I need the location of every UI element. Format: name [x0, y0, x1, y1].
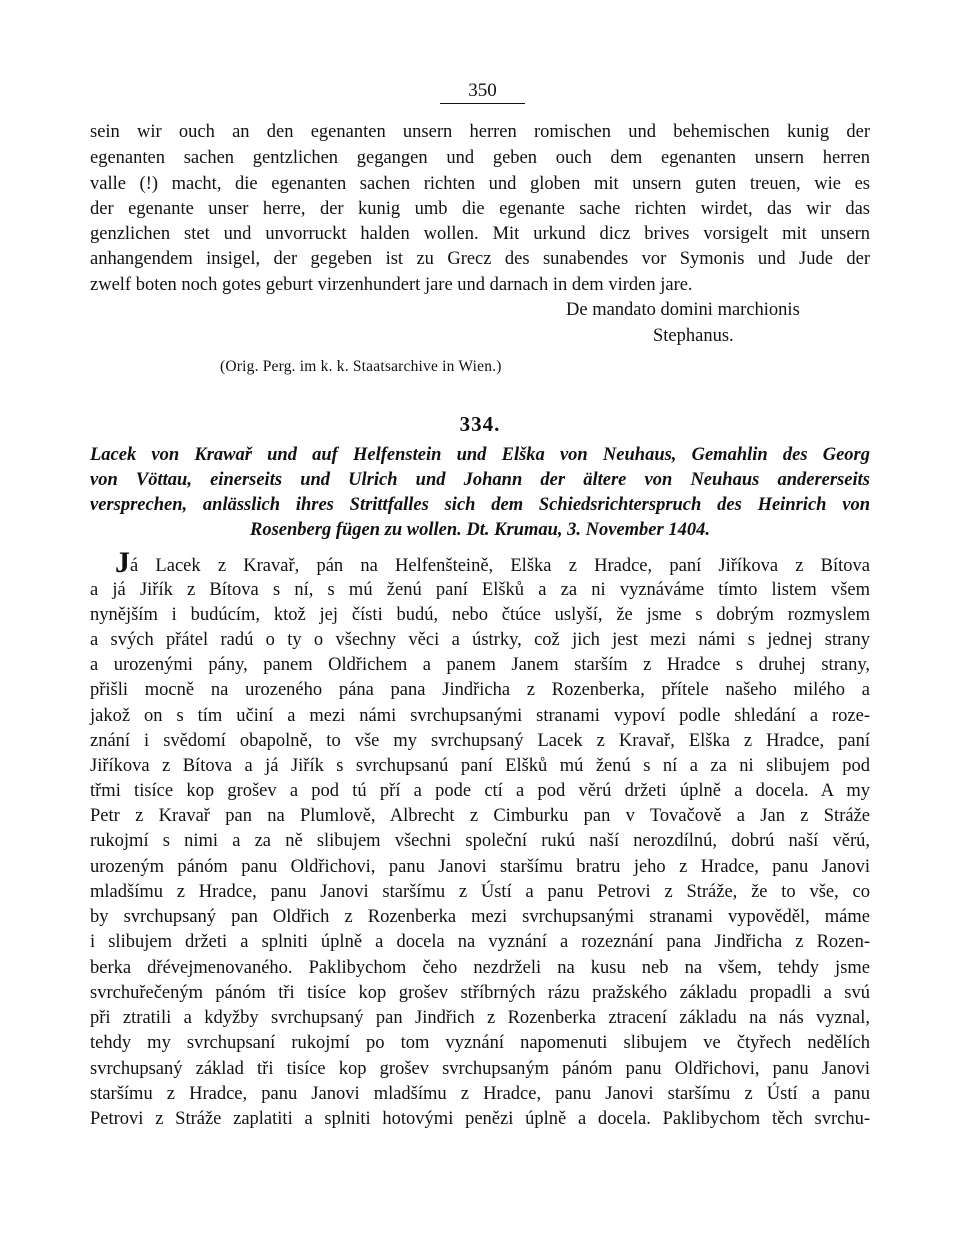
text-line: egenanten sachen gentzlichen gegangen und geben ouch dem egenanten unsern herren [90, 148, 870, 168]
text-line: valle (!) macht, die egenanten sachen richten und globen mit unsern guten treuen, wie es [90, 174, 870, 194]
signature-mandate: De mandato domini marchionis [566, 300, 800, 320]
regest-line: Lacek von Krawař und auf Helfenstein und Elška von Neuhaus, Gemahlin des Georg [90, 445, 870, 465]
text-line: a svých přátel radú o ty o všechny věci a ústrky, což jich jest mezi námi s jednej strany [90, 630, 870, 650]
first-line [115, 546, 870, 579]
text-line: sein wir ouch an den egenanten unsern herren romischen und behemischen kunig der [90, 122, 870, 142]
text-line: Jiříkova z Bítova a já Jiřík s svrchupsanú paní Elšků mú ženú s ní a za ni slibujem pod [90, 756, 870, 776]
page-number-rule [440, 103, 525, 104]
text-line: zwelf boten noch gotes geburt virzenhundert jare und darnach in dem virden jare. [90, 275, 693, 295]
text-line: urozeným pánóm panu Oldřichovi, panu Janovi staršímu bratru jeho z Hradce, panu Janovi [90, 857, 870, 877]
text-line: genzlichen stet und unvorruckt halden wollen. Mit urkund dicz brives vorsigelt mit unsern [90, 224, 870, 244]
text-line: svrchuřečeným pánóm tři tisíce kop grošev stříbrných rázu pražského základu propadli a svú [90, 983, 870, 1003]
page-number: 350 [468, 80, 497, 101]
text-line: Petrovi z Stráže zaplatiti a splniti hotovými penězi úplně a docela. Paklibychom těch svrchu- [90, 1109, 870, 1129]
document-number: 334. [459, 412, 501, 436]
text-line: při ztratili a kdyžby svrchupsaný pan Jindřich z Rozenberka ztracení základu na nás vyznal, [90, 1008, 870, 1028]
text-line: der egenante unser herre, der kunig umb die egenante sache richten wirdet, das wir das [90, 199, 870, 219]
text-line: berka dřévejmenovaného. Paklibychom čeho nezdrželi na kusu neb na všem, tehdy jsme [90, 958, 870, 978]
text-line: a urozenými pány, panem Oldřichem a panem Janem starším z Hradce s druhej strany, [90, 655, 870, 675]
regest-line: versprechen, anlässlich ihres Strittfalles sich dem Schiedsrichterspruch des Heinrich von [90, 495, 870, 515]
text-line: tehdy my svrchupsaní rukojmí po tom vyznání napomenuti slibujem ve čtyřech nedělích [90, 1033, 870, 1053]
source-note: (Orig. Perg. im k. k. Staatsarchive in Wien.) [220, 358, 502, 375]
text-line: anhangendem insigel, der gegeben ist zu Grecz des sunabendes vor Symonis und Jude der [90, 249, 870, 269]
text-line: jakož on s tím učiní a mezi námi svrchupsanými stranami vypoví podle shledání a roze- [90, 706, 870, 726]
text-line: třmi tisíce kop grošev a pod tú pří a pode ctí a pod věrú držeti úplně a docela. A my [90, 781, 870, 801]
text-line: i slibujem držeti a splniti úplně a docela na vyznání a rozeznání pana Jindřicha z Rozen- [90, 932, 870, 952]
signature-name: Stephanus. [653, 326, 734, 346]
text-line: rukojmí s nimi a za ně slibujem všechni společní rukú naší nerozdílnú, dobrú naší věrú, [90, 831, 870, 851]
text-line: a já Jiřík z Bítova s ní, s mú ženú paní Elšků a za ni vyznáváme tímto listem všem [90, 580, 870, 600]
first-line-text: á Lacek z Kravař, pán na Helfenšteině, Elška z Hradce, paní Jiříkova z Bítova [130, 556, 870, 576]
text-line: by svrchupsaný pan Oldřich z Rozenberka mezi svrchupsanými stranami vypověděl, máme [90, 907, 870, 927]
text-line: přišli mocně na urozeného pána pana Jindřicha z Rozenberka, přítele našeho milého a [90, 680, 870, 700]
regest-line: von Vöttau, einerseits und Ulrich und Johann der ältere von Neuhaus andererseits [90, 470, 870, 490]
text-line: nynějším i budúcím, ktož jej čísti budú, nebo čtúce uslyší, že jsme s dobrým rozmyslem [90, 605, 870, 625]
text-line: staršímu z Hradce, panu Janovi mladšímu z Hradce, panu Janovi staršímu z Ústí a panu [90, 1084, 870, 1104]
regest-line: Rosenberg fügen zu wollen. Dt. Krumau, 3. November 1404. [250, 520, 710, 540]
text-line: Petr z Kravař pan na Plumlově, Albrecht z Cimburku pan v Tovačově a Jan z Stráže [90, 806, 870, 826]
text-line: znání i svědomí obapolně, to vše my svrchupsaný Lacek z Kravař, Elška z Hradce, paní [90, 731, 870, 751]
text-line: mladšímu z Hradce, panu Janovi staršímu z Ústí a panu Petrovi z Stráže, že to vše, co [90, 882, 870, 902]
text-line: svrchupsaný základ tři tisíce kop grošev svrchupsaným pánóm panu Oldřichovi, panu Janovi [90, 1059, 870, 1079]
initial-letter: J [115, 546, 130, 579]
